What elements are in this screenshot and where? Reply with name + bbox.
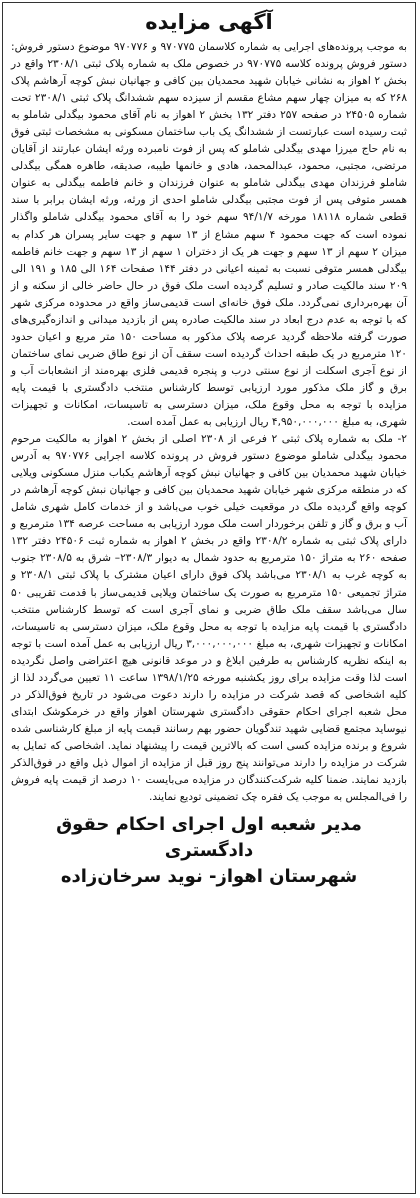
notice-title: آگهی مزایده [145,10,273,34]
signature-line-1: مدیر شعبه اول اجرای احکام حقوق دادگستری [56,814,362,862]
auction-notice [2,2,416,1194]
notice-body [11,39,407,806]
notice-paragraph-2: ۲- ملک به شماره پلاک ثبتی ۲ فرعی از ۲۳۰۸ اصلی از بخش ۲ اهواز به مالکیت مرحوم محمود بیگدلی شاملو موضوع دستور فروش در پرونده کلاسه اجرایی ۹۷۰۷۷۶ به آدرس خیابان شهید محمدیان بین کافی و جهانیان نبش کوچه آرهاشم یکباب منزل مسکونی ویلایی که در منطقه مرکزی شهر خیابان شهید محمدیان بین کافی و جهانیان نبش کوچه آرهاشم در کوچه واقع گردیده ملک در موقعیت خیلی خوب می‌باشد و از خدمات کامل شهری شامل آب و برق و گاز و تلفن برخوردار است ملک مورد ارزیابی به مساحت عرصه ۱۳۴ مترمربع و دارای پلاک ثبتی به شماره ۲۳۰۸/۲ واقع در بخش ۲ اهواز به شماره ثبت ۲۴۵۰۶ دفتر ۱۳۲ صفحه ۲۶۰ به متراژ ۱۵۰ مترمربع به حدود شمال به دیوار ۲۳۰۸/۳– شرق به ۲۳۰۸/۵ جنوب به کوچه غرب به ۲۳۰۸/۱ می‌باشد پلاک فوق دارای اعیان مشترک با پلاک ثبتی ۲۳۰۸/۱ و متراژ تجمیعی ۱۵۰ مترمربع به صورت یک ساختمان ویلایی قدیمی‌ساز با قدمت تقریبی ۵۰ سال می‌باشد سقف ملک طاق ضربی و نمای آجری است که توسط کارشناس منتخب دادگستری با قیمت پایه مزایده با توجه به محل وقوع ملک، میزان دسترسی به تاسیسات، امکانات و تجهیزات شهری، به مبلغ ۳,۰۰۰,۰۰۰,۰۰۰ ریال ارزیابی به عمل آمده است با توجه به اینکه نظریه کارشناس به طرفین ابلاغ و در موعد قانونی هیچ اعتراضی واصل نگردیده است لذا وقت مزایده برای روز یکشنبه مورخه ۱۳۹۸/۱/۲۵ ساعت ۱۱ تعیین می‌گردد لذا از کلیه اشخاصی که قصد شرکت در مزایده را دارند دعوت می‌شود در تاریخ فوق‌الذکر در محل شعبه اجرای احکام حقوقی دادگستری شهرستان اهواز واقع در خرمکوشک ابتدای نیوساید مجتمع قضایی شهید تندگویان حضور بهم رسانند قیمت پایه از مبلغ کارشناسی شده شروع و برنده مزایده کسی است که بالاترین قیمت را پیشنهاد نماید. اشخاصی که تمایل به شرکت در مزایده را دارند می‌توانند پنج روز قبل از مزایده از اموال ذیل واقع در فوق‌الذکر بازدید نمایند. ضمنا کلیه شرکت‌کنندگان در مزایده می‌بایست ۱۰ درصد از قیمت پایه فروش را فی‌المجلس به موجب یک فقره چک تضمینی تودیع نمایند. [11,433,408,804]
signature-line-2: شهرستان اهواز- نوید سرخان‌زاده [60,866,358,888]
notice-paragraph-1: به موجب پرونده‌های اجرایی به شماره کلاسمان ۹۷۰۷۷۵ و ۹۷۰۷۷۶ موضوع دستور فروش: دستور فروش پرونده کلاسه ۹۷۰۷۷۵ در خصوص ملک به شماره پلاک ثبتی ۲۳۰۸/۱ واقع در بخش ۲ اهواز به نشانی خیابان شهید محمدیان بین کافی و جهانیان نبش کوچه آرهاشم پلاک ۲۶۸ که به میزان چهار سهم مشاع مقسم از سیزده سهم ششدانگ پلاک ثبتی ۲۳۰۸/۱ تحت شماره ۲۴۵۰۵ در صفحه ۲۵۷ دفتر ۱۳۲ بخش ۲ اهواز به نام آقای محمود بیگدلی شاملو به ثبت رسیده است عبارتست از ششدانگ یک باب ساختمان مسکونی به مشخصات ثبتی فوق به نام حاج میرزا مهدی بیگدلی شاملو که پس از فوت نامبرده ورثه ایشان عبارتند از آقایان مرتضی، مجتبی، محمود، عبدالمحمد، هادی و خانمها طیبه، صدیقه، طاهره همگی بیگدلی شاملو فرزندان مهدی بیگدلی شاملو به عنوان فرزندان و خانم فاطمه بیگدلی به عنوان همسر متوفی پس از فوت مجتبی بیگدلی شاملو احدی از ورثه، ورثه ایشان برابر با سند قطعی شماره ۱۸۱۱۸ مورخه ۹۴/۱/۷ سهم خود را به آقای محمود بیگدلی شاملو واگذار نموده است که جهت محمود ۴ سهم مشاع از ۱۳ سهم و جهت سایر پسران هر کدام به میزان ۲ سهم از ۱۳ سهم و جهت هر یک از دختران ۱ سهم از ۱۳ سهم و جهت خانم فاطمه بیگدلی همسر متوفی نسبت به ثمینه اعیانی در دفتر ۱۴۴ صفحات ۱۶۴ الی ۱۸۵ و ۱۹۱ الی ۲۰۹ سند مالکیت صادر و تسلیم گردیده است ملک فوق در حال حاضر خالی از سکنه و از آن بهره‌برداری نمی‌گردد. ملک فوق خانه‌ای است قدیمی‌ساز واقع در محدوده مرکزی شهر که با توجه به عدم درج ابعاد در سند مالکیت صادره پس از بازدید میدانی و اندازه‌گیری‌های صورت گرفته ملاحظه گردید عرصه پلاک مذکور به مساحت ۱۵۰ متر مربع و اعیان حدود ۱۲۰ مترمربع در یک طبقه احداث گردیده است سقف آن از نوع طاق ضربی نمای ساختمان از نوع آجری اسکلت از نوع سنتی درب و پنجره قدیمی فلزی بهره‌مند از انشعابات آب و برق و گاز ملک مذکور مورد ارزیابی توسط کارشناس منتخب دادگستری با قیمت پایه مزایده با توجه به محل وقوع ملک، میزان دسترسی به تاسیسات، امکانات و تجهیزات شهری، به مبلغ ۴,۹۵۰,۰۰۰,۰۰۰ ریال ارزیابی به عمل آمده است. [11,41,408,429]
signature-block [11,812,407,890]
